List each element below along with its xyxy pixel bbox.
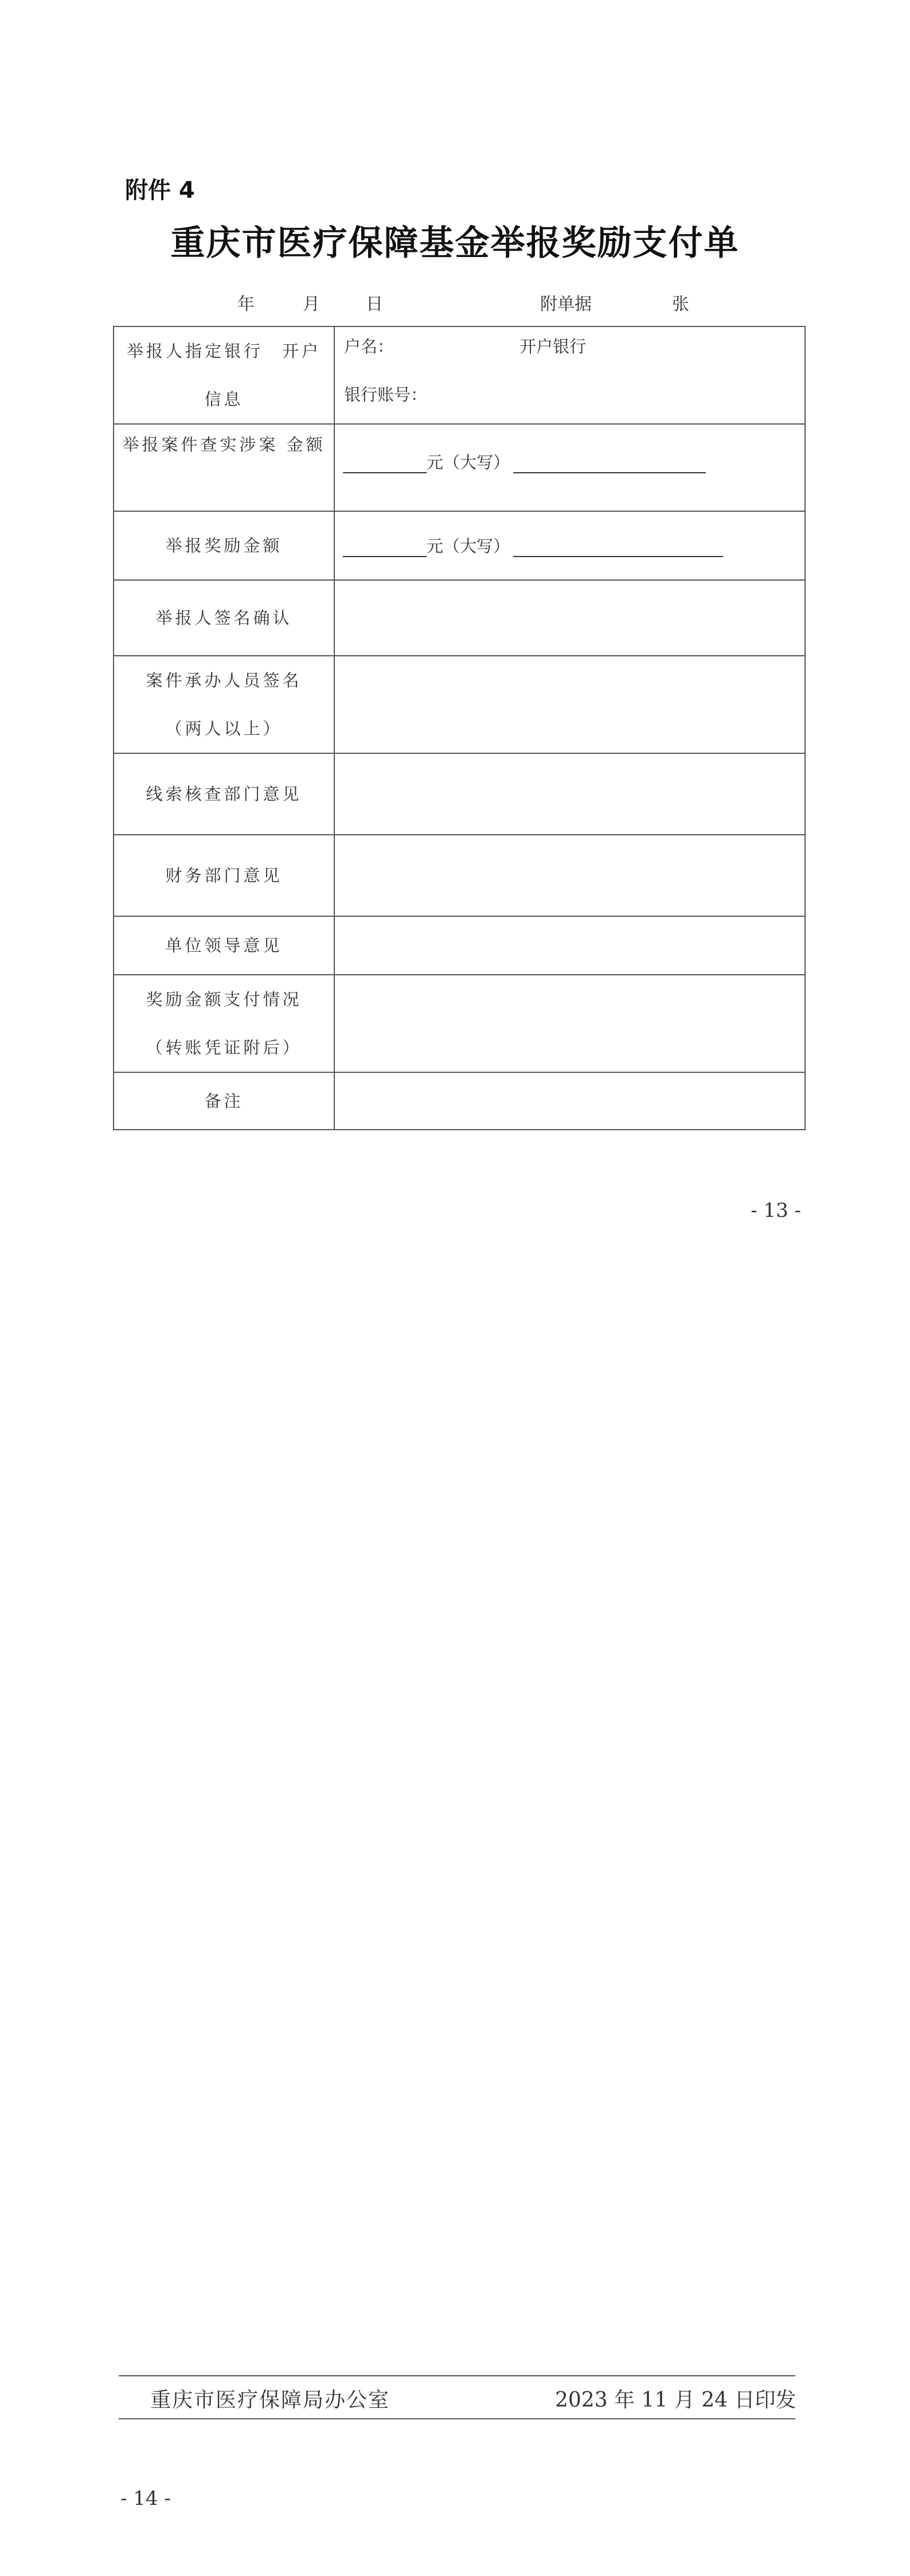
handler-label-a: 案件承办人员签名 [146, 671, 302, 690]
remarks-row [114, 1072, 805, 1130]
amount-blank[interactable] [343, 539, 427, 557]
clue-dept-label: 线索核查部门意见 [114, 753, 334, 835]
payment-value[interactable] [334, 975, 805, 1072]
footer-top-rule [119, 2375, 795, 2376]
handler-value[interactable] [334, 656, 805, 753]
finance-row [114, 835, 805, 916]
attachment-label: 附件 4 [125, 177, 195, 204]
case-amount-label: 举报案件查实涉案 金额 [114, 424, 334, 511]
bank-label-b: 开户 [282, 341, 321, 361]
page-title: 重庆市医疗保障基金举报奖励支付单 [170, 223, 740, 263]
page-number: - 13 - [751, 1199, 801, 1222]
payment-row [114, 975, 805, 1072]
finance-label: 财务部门意见 [114, 835, 334, 916]
reward-payment-form [113, 326, 806, 1130]
amount-words-blank[interactable] [513, 455, 706, 473]
signature-row [114, 580, 805, 656]
reward-amount-label: 举报奖励金额 [114, 511, 334, 580]
case-amount-value[interactable] [334, 424, 805, 511]
case-amount-row [114, 424, 805, 511]
date-day: 日 [366, 294, 383, 314]
leader-value[interactable] [334, 916, 805, 975]
handler-label [114, 656, 334, 753]
amount-blank[interactable] [343, 455, 427, 473]
remarks-value[interactable] [334, 1072, 805, 1130]
bank-info-value[interactable] [334, 326, 805, 424]
date-month: 月 [303, 294, 320, 314]
bank-info-row [114, 326, 805, 424]
bank-label-a: 举报人指定银行 [127, 341, 264, 361]
clue-dept-value[interactable] [334, 753, 805, 835]
reward-amount-value[interactable] [334, 511, 805, 580]
open-bank-label: 开户银行 [520, 337, 587, 356]
leader-label: 单位领导意见 [114, 916, 334, 975]
yuan-text: 元（大写） [427, 453, 510, 472]
signature-value[interactable] [334, 580, 805, 656]
finance-value[interactable] [334, 835, 805, 916]
clue-dept-row [114, 753, 805, 835]
date-year: 年 [237, 294, 255, 314]
handler-row [114, 656, 805, 753]
amount-words-blank[interactable] [513, 539, 723, 557]
payment-label-b: （转账凭证附后） [146, 1038, 302, 1057]
bank-info-label [114, 326, 334, 424]
issue-date: 2023 年 11 月 24 日印发 [555, 2388, 796, 2412]
handler-label-b: （两人以上） [165, 719, 283, 738]
attached-documents-label: 附单据 [540, 294, 592, 314]
payment-label-a: 奖励金额支付情况 [146, 990, 302, 1009]
issuing-office: 重庆市医疗保障局办公室 [150, 2388, 390, 2412]
sheets-label: 张 [672, 294, 689, 314]
payment-label [114, 975, 334, 1072]
bank-label-c: 信息 [204, 390, 244, 409]
account-name-label: 户名： [344, 337, 395, 356]
reward-amount-row [114, 511, 805, 580]
page-number: - 14 - [120, 2487, 171, 2510]
signature-label: 举报人签名确认 [114, 580, 334, 656]
footer-bottom-rule [119, 2418, 795, 2419]
remarks-label: 备注 [114, 1072, 334, 1130]
account-number-label: 银行账号： [344, 385, 428, 404]
yuan-text: 元（大写） [427, 536, 510, 556]
leader-row [114, 916, 805, 975]
